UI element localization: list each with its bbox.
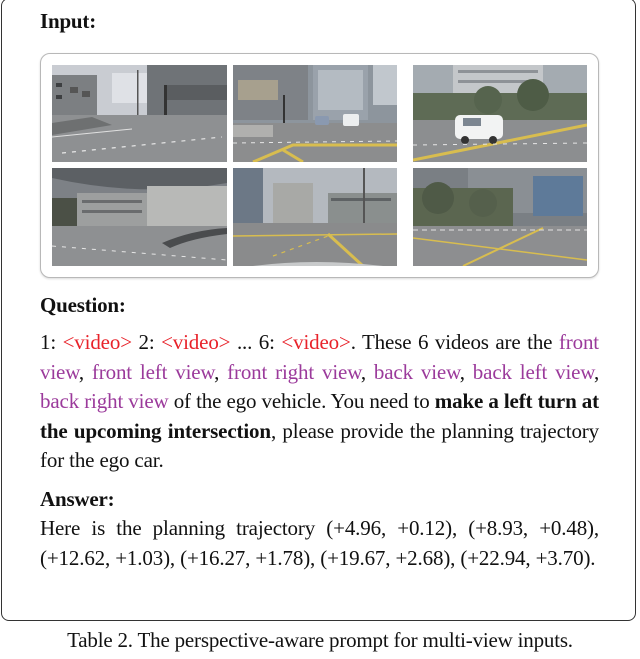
task-instruction: make a left turn at the upcoming intersection — [40, 389, 600, 443]
camera-image-front-left — [233, 65, 397, 162]
camera-image-back — [52, 168, 227, 266]
view-label-front-left: front left view — [91, 359, 215, 384]
question-segment: , — [593, 359, 600, 384]
question-segment: 2: — [131, 330, 162, 354]
view-label-back-right: back right view — [40, 389, 169, 413]
question-segment: , — [360, 359, 374, 384]
camera-image-front — [52, 65, 227, 162]
answer-text: Here is the planning trajectory (+4.96, +0.12), (+8.93, +0.48), (+12.62, +1.03), (+16.27, +1.78), (+19.67, +2.68), (+22.94, +3.70). — [40, 516, 599, 570]
question-segment: , please provide the planning trajectory for the ego car. — [40, 418, 599, 472]
question-segment: . These 6 videos are the — [350, 330, 559, 354]
camera-image-front-right — [413, 65, 587, 162]
camera-image-back-right — [413, 168, 587, 266]
video-token: <video> — [161, 330, 231, 354]
view-label-front-right: front right view — [227, 359, 361, 384]
question-heading: Question: — [40, 293, 126, 317]
question-segment: of the ego vehicle. You need to — [168, 389, 435, 413]
table-caption: Table 2. The perspective-aware prompt for multi-view inputs. — [67, 628, 573, 652]
view-label-front: front view — [40, 330, 599, 384]
view-label-back: back view — [373, 359, 460, 384]
view-label-back-left: back left view — [472, 359, 594, 384]
answer-heading: Answer: — [40, 487, 115, 511]
video-token: <video> — [62, 330, 132, 354]
question-segment: , — [78, 359, 92, 384]
question-segment: , — [214, 359, 228, 384]
camera-image-back-left — [233, 168, 397, 266]
input-heading: Input: — [40, 9, 96, 33]
video-token: <video> — [281, 330, 351, 354]
question-segment: 1: — [40, 330, 63, 354]
question-segment: , — [459, 359, 473, 384]
question-segment: ... 6: — [230, 330, 282, 354]
question-text — [40, 328, 599, 476]
